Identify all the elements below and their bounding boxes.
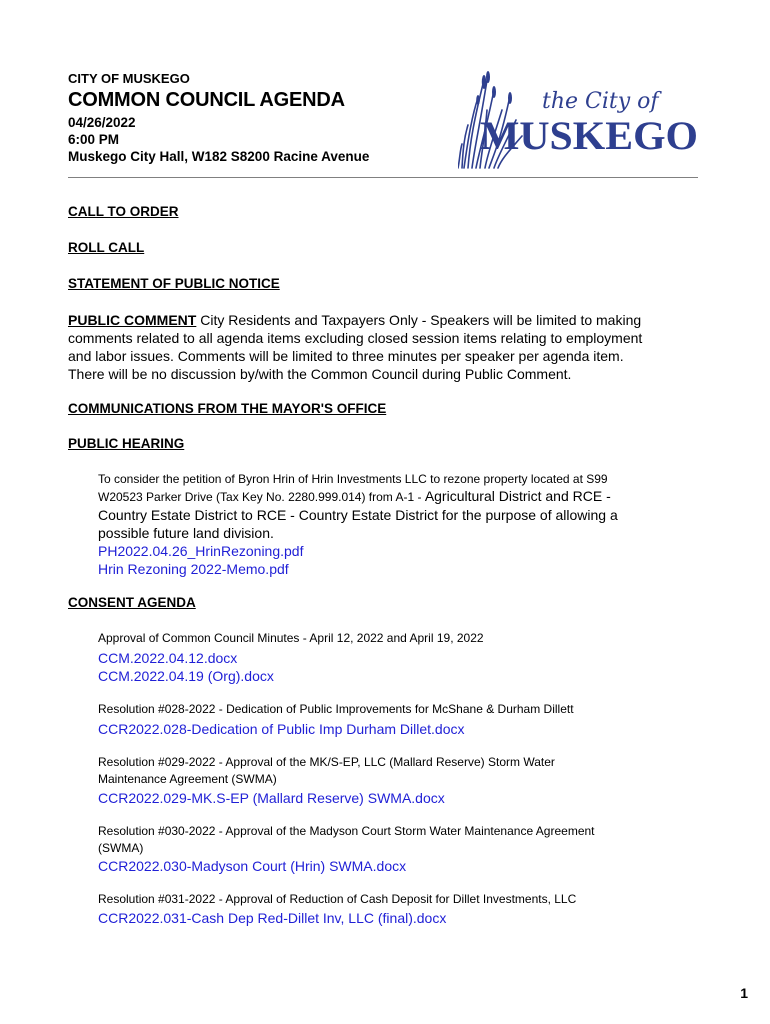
consent-item-resolution-028: Resolution #028-2022 - Dedication of Public Improvements for McShane & Durham Dillett (98, 702, 574, 716)
consent-item-resolution-029 (98, 754, 698, 788)
meeting-date: 04/26/2022 (68, 115, 136, 130)
consent-item-resolution-030 (98, 823, 698, 857)
link-ccr2022-028[interactable]: CCR2022.028-Dedication of Public Imp Durham Dillet.docx (98, 721, 465, 737)
reeds-icon (458, 70, 703, 170)
header-divider (68, 177, 698, 178)
link-ccm-2022-04-12[interactable]: CCM.2022.04.12.docx (98, 650, 238, 666)
public-hearing-description-cont (98, 506, 698, 542)
link-hrin-rezoning-memo[interactable]: Hrin Rezoning 2022-Memo.pdf (98, 561, 289, 577)
item-line: Resolution #030-2022 - Approval of the Madyson Court Storm Water Maintenance Agreement (98, 824, 595, 838)
description-line: possible future land division. (98, 525, 274, 541)
heading-call-to-order: CALL TO ORDER (68, 204, 179, 219)
public-comment-text: City Residents and Taxpayers Only - Speakers will be limited to making (196, 312, 642, 328)
page-title: COMMON COUNCIL AGENDA (68, 89, 345, 111)
public-hearing-description (98, 471, 698, 506)
public-comment-paragraph (68, 311, 708, 383)
description-line: W20523 Parker Drive (Tax Key No. 2280.999.014) from A-1 - (98, 490, 425, 504)
description-line: To consider the petition of Byron Hrin of Hrin Investments LLC to rezone property located at S99 (98, 472, 608, 486)
description-line: Country Estate District to RCE - Country Estate District for the purpose of allowing a (98, 507, 618, 523)
link-ccr2022-029[interactable]: CCR2022.029-MK.S-EP (Mallard Reserve) SWMA.docx (98, 790, 445, 806)
consent-item-minutes: Approval of Common Council Minutes - April 12, 2022 and April 19, 2022 (98, 631, 484, 645)
city-name: CITY OF MUSKEGO (68, 71, 190, 86)
link-ccr2022-030[interactable]: CCR2022.030-Madyson Court (Hrin) SWMA.docx (98, 858, 407, 874)
heading-communications: COMMUNICATIONS FROM THE MAYOR'S OFFICE (68, 401, 387, 416)
public-comment-text: There will be no discussion by/with the Common Council during Public Comment. (68, 366, 572, 382)
public-comment-text: and labor issues. Comments will be limited to three minutes per speaker per agenda item. (68, 348, 624, 364)
item-line: (SWMA) (98, 841, 144, 855)
heading-consent-agenda: CONSENT AGENDA (68, 595, 196, 610)
logo-script: the City of (542, 89, 659, 114)
public-comment-label: PUBLIC COMMENT (68, 312, 197, 328)
link-ccm-2022-04-19[interactable]: CCM.2022.04.19 (Org).docx (98, 668, 274, 684)
description-line: Agricultural District and RCE - (424, 488, 611, 504)
meeting-location: Muskego City Hall, W182 S8200 Racine Avenue (68, 149, 370, 164)
item-line: Resolution #029-2022 - Approval of the MK/S-EP, LLC (Mallard Reserve) Storm Water (98, 755, 555, 769)
heading-statement-public-notice: STATEMENT OF PUBLIC NOTICE (68, 276, 280, 291)
public-comment-text: comments related to all agenda items excluding closed session items relating to employment (68, 330, 643, 346)
link-hrin-rezoning-pdf[interactable]: PH2022.04.26_HrinRezoning.pdf (98, 543, 304, 559)
consent-item-resolution-031: Resolution #031-2022 - Approval of Reduction of Cash Deposit for Dillet Investments, LLC (98, 892, 577, 906)
meeting-time: 6:00 PM (68, 132, 120, 147)
link-ccr2022-031[interactable]: CCR2022.031-Cash Dep Red-Dillet Inv, LLC (final).docx (98, 910, 447, 926)
page-number: 1 (740, 985, 748, 1001)
item-line: Maintenance Agreement (SWMA) (98, 772, 277, 786)
city-logo (458, 70, 703, 170)
logo-name: MUSKEGO (480, 113, 698, 158)
heading-public-hearing: PUBLIC HEARING (68, 436, 185, 451)
heading-roll-call: ROLL CALL (68, 240, 145, 255)
